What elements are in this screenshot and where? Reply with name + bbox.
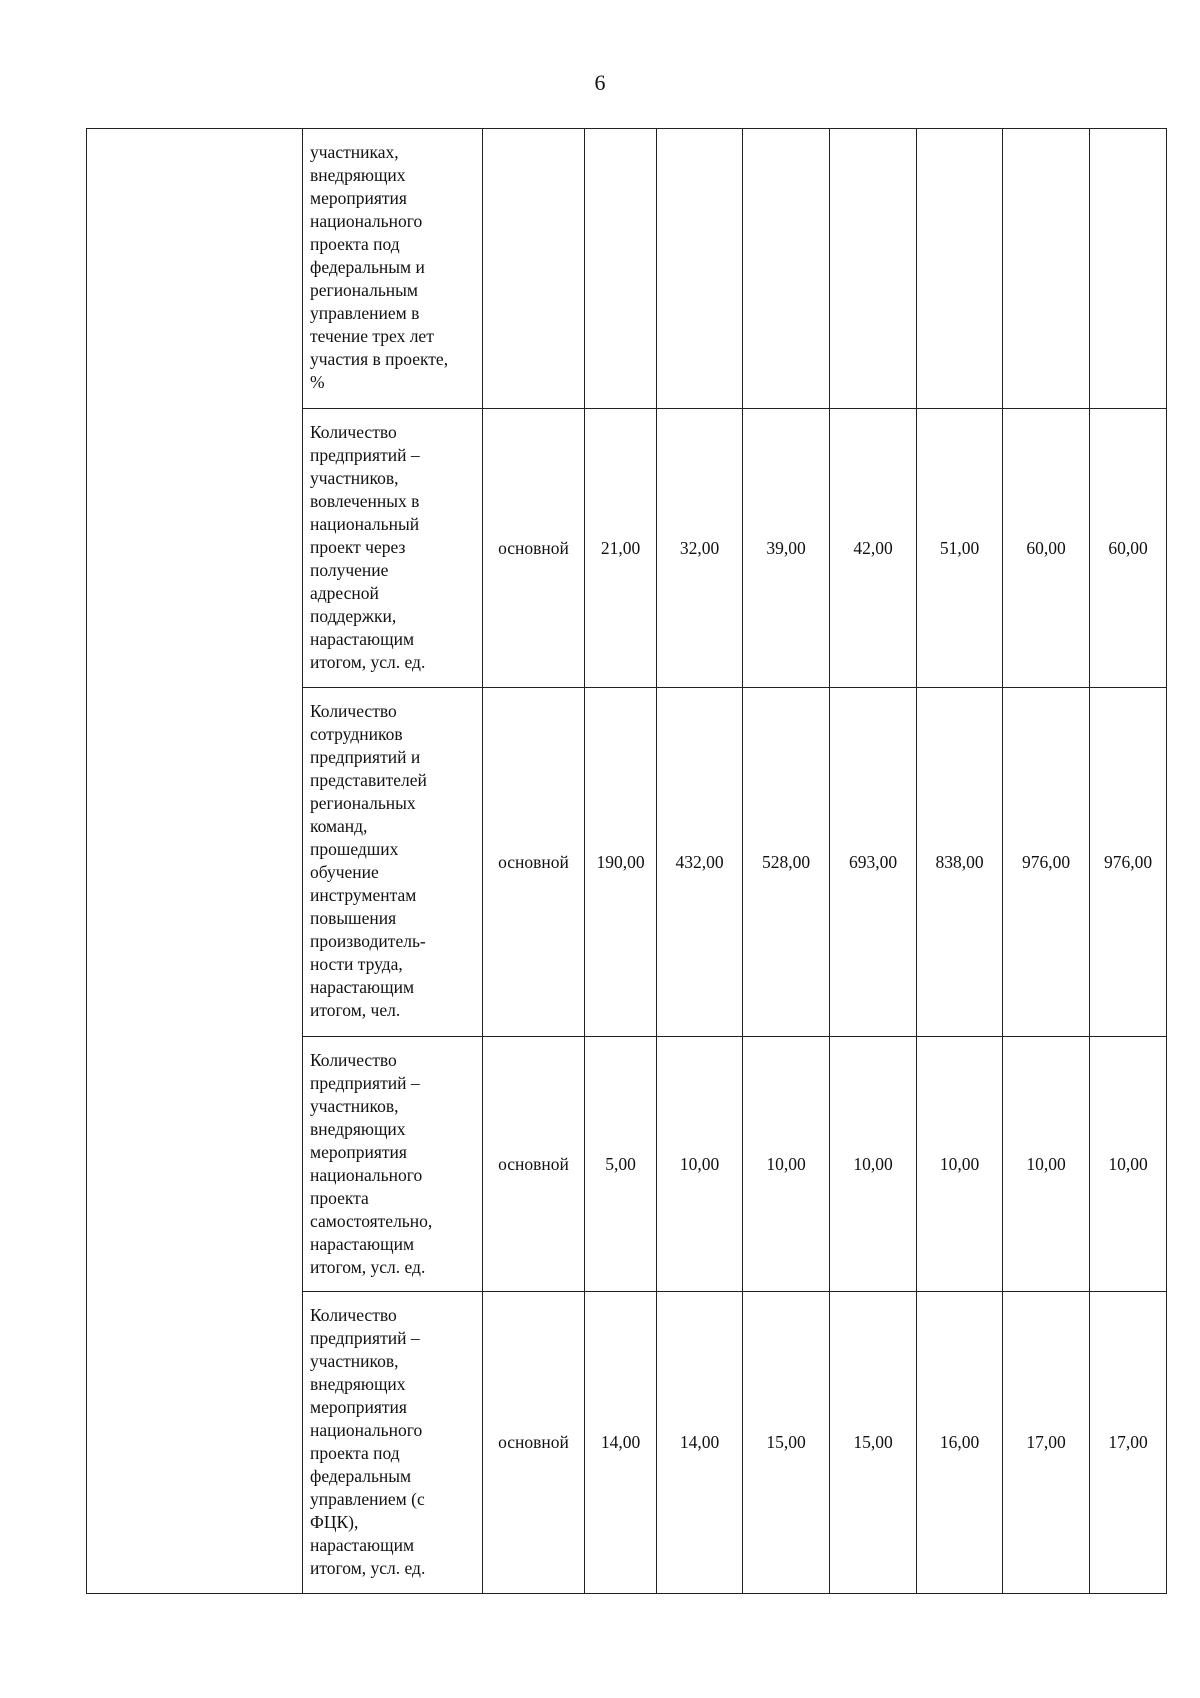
- value-cell: 21,00: [585, 409, 657, 688]
- value-cell: 10,00: [743, 1037, 830, 1292]
- value-cell: [1090, 129, 1167, 409]
- value-cell: 17,00: [1003, 1292, 1090, 1594]
- value-cell: 976,00: [1090, 688, 1167, 1037]
- value-cell: 10,00: [1090, 1037, 1167, 1292]
- value-cell: 16,00: [917, 1292, 1003, 1594]
- value-cell: 10,00: [917, 1037, 1003, 1292]
- value-cell: [1003, 129, 1090, 409]
- indicator-description: Количество предприятий – участников, внедряющих мероприятия национального проекта под федеральным управлением (с ФЦК), нарастающим итогом, усл. ед.: [303, 1292, 483, 1594]
- value-cell: 15,00: [743, 1292, 830, 1594]
- value-cell: 39,00: [743, 409, 830, 688]
- value-cell: [585, 129, 657, 409]
- value-cell: [830, 129, 917, 409]
- value-cell: [657, 129, 743, 409]
- value-cell: 15,00: [830, 1292, 917, 1594]
- page-number: 6: [594, 70, 606, 95]
- value-cell: 10,00: [657, 1037, 743, 1292]
- indicator-type: [483, 129, 585, 409]
- value-cell: 838,00: [917, 688, 1003, 1037]
- value-cell: 51,00: [917, 409, 1003, 688]
- value-cell: 14,00: [585, 1292, 657, 1594]
- indicator-type: основной: [483, 1292, 585, 1594]
- value-cell: 60,00: [1090, 409, 1167, 688]
- indicator-description: участниках, внедряющих мероприятия национального проекта под федеральным и региональным управлением в течение трех лет участия в проекте, %: [303, 129, 483, 409]
- indicator-description: Количество предприятий – участников, вовлеченных в национальный проект через получение адресной поддержки, нарастающим итогом, усл. ед.: [303, 409, 483, 688]
- value-cell: 432,00: [657, 688, 743, 1037]
- value-cell: 10,00: [830, 1037, 917, 1292]
- indicator-type: основной: [483, 409, 585, 688]
- value-cell: 10,00: [1003, 1037, 1090, 1292]
- value-cell: 693,00: [830, 688, 917, 1037]
- value-cell: [917, 129, 1003, 409]
- indicator-type: основной: [483, 688, 585, 1037]
- value-cell: 60,00: [1003, 409, 1090, 688]
- indicator-description: Количество сотрудников предприятий и представителей региональных команд, прошедших обучение инструментам повышения производитель- ности труда, нарастающим итогом, чел.: [303, 688, 483, 1037]
- value-cell: 528,00: [743, 688, 830, 1037]
- value-cell: 17,00: [1090, 1292, 1167, 1594]
- value-cell: 976,00: [1003, 688, 1090, 1037]
- indicator-description: Количество предприятий – участников, внедряющих мероприятия национального проекта самостоятельно, нарастающим итогом, усл. ед.: [303, 1037, 483, 1292]
- table-row: [87, 129, 1167, 409]
- indicator-type: основной: [483, 1037, 585, 1292]
- value-cell: 5,00: [585, 1037, 657, 1292]
- value-cell: 190,00: [585, 688, 657, 1037]
- value-cell: 32,00: [657, 409, 743, 688]
- value-cell: 14,00: [657, 1292, 743, 1594]
- merged-empty-cell: [87, 129, 303, 1594]
- value-cell: 42,00: [830, 409, 917, 688]
- indicators-table: [86, 128, 1167, 1594]
- value-cell: [743, 129, 830, 409]
